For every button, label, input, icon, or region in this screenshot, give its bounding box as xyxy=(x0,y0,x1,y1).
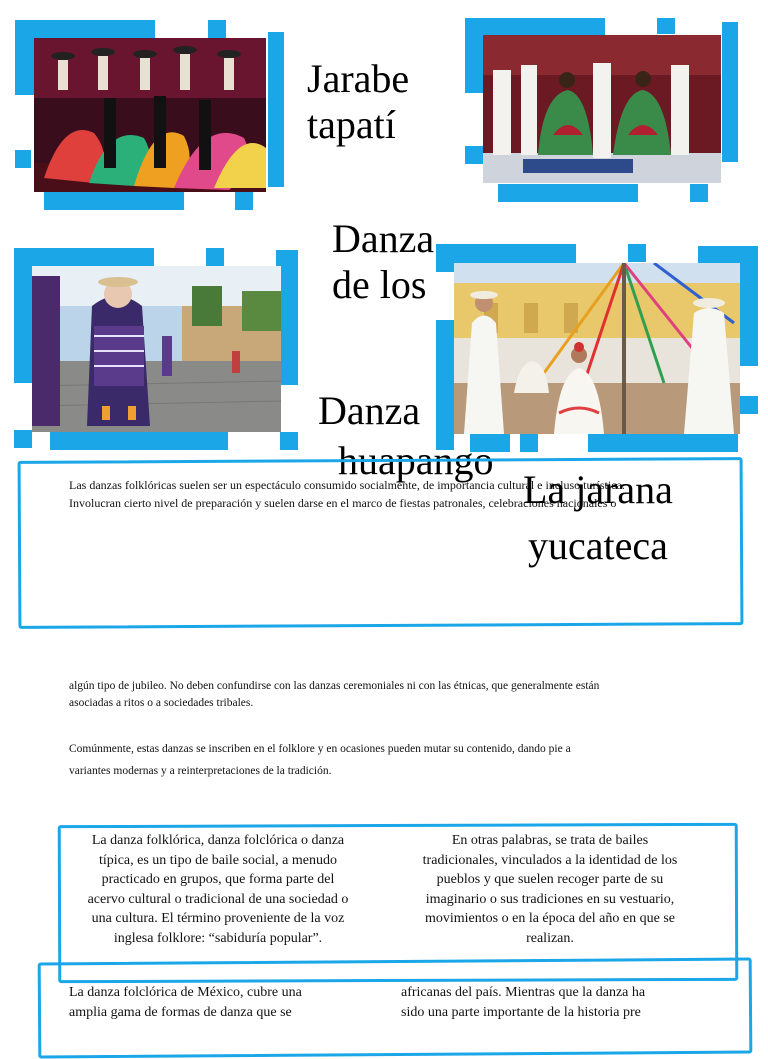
box-right-line: En otras palabras, se trata de bailes xyxy=(451,833,649,848)
box-right-text xyxy=(400,831,700,948)
decor-block xyxy=(722,22,738,162)
decor-block xyxy=(498,184,638,202)
intro-line-2: Involucran cierto nivel de preparación y suelen darse en el marco de fiestas patronales, celebraciones nacionales o xyxy=(69,496,617,510)
title-jarabe xyxy=(307,56,437,148)
bottom-left-text xyxy=(69,983,369,1022)
title-danza-huapango-text: Danza huapango xyxy=(318,388,494,483)
huapango-photo xyxy=(483,35,721,183)
box-left-line: La danza folklórica, danza folclórica o danza xyxy=(91,833,345,848)
decor-block xyxy=(628,244,646,262)
title-jarana-text: La jarana yucateca xyxy=(523,467,673,568)
body-line-4: variantes modernas y a reinterpretaciones de la tradición. xyxy=(69,765,332,777)
bottom-right-line: africanas del país. Mientras que la danza ha xyxy=(401,985,646,1000)
box-right-line: movimientos o en la época del año en que se xyxy=(425,911,675,926)
box-left-line: típica, es un tipo de baile social, a menudo xyxy=(99,852,337,868)
decor-block xyxy=(235,192,253,210)
decor-block xyxy=(44,192,184,210)
decor-block xyxy=(208,20,226,38)
box-right-line: pueblos y que suelen recoger parte de su xyxy=(436,872,664,887)
decor-block xyxy=(268,32,284,187)
jarana-photo xyxy=(454,263,740,434)
box-left-line: acervo cultural o tradicional de una sociedad o xyxy=(87,891,349,907)
decor-block xyxy=(520,434,538,452)
decor-block xyxy=(280,432,298,450)
decor-block xyxy=(657,18,675,34)
title-jarabe-text: Jarabe tapatí xyxy=(307,56,410,147)
viejitos-photo xyxy=(32,266,281,432)
decor-block xyxy=(15,150,31,168)
intro-line-1: Las danzas folklóricas suelen ser un espectáculo consumido socialmente, de importancia cultural e incluso turística. xyxy=(69,478,625,492)
box-right-line: tradicionales, vinculados a la identidad de los xyxy=(422,852,678,868)
decor-block xyxy=(465,146,483,164)
body-line-3: Comúnmente, estas danzas se inscriben en el folklore y en ocasiones pueden mutar su contenido, dando pie a xyxy=(69,743,571,755)
decor-block xyxy=(588,434,738,452)
decor-block xyxy=(690,184,708,202)
box-left-line: inglesa folklore: “sabiduría popular”. xyxy=(113,930,323,946)
jarabe-photo xyxy=(34,38,266,192)
title-danza-los-text: Danza de los xyxy=(332,216,435,307)
decor-block xyxy=(740,396,758,414)
title-danza-los xyxy=(332,216,457,314)
bottom-left-line: La danza folclórica de México, cubre una xyxy=(69,985,302,1000)
decor-block xyxy=(206,248,224,266)
box-left-line: una cultura. El término proveniente de la voz xyxy=(91,911,345,926)
box-right-line: realizan. xyxy=(526,930,574,946)
box-left-text xyxy=(66,831,370,948)
bottom-left-line: amplia gama de formas de danza que se xyxy=(69,1004,292,1020)
title-jarana xyxy=(488,462,708,574)
bottom-right-line: sido una parte importante de la historia pre xyxy=(401,1004,641,1020)
bottom-right-text xyxy=(401,983,701,1022)
decor-block xyxy=(50,432,228,450)
body-line-1: algún tipo de jubileo. No deben confundirse con las danzas ceremoniales ni con las étnicas, que generalmente están xyxy=(69,680,600,692)
decor-block xyxy=(14,430,32,448)
body-line-2: asociadas a ritos o a sociedades tribales. xyxy=(69,697,254,709)
box-right-line: imaginario o sus tradiciones en su vestuario, xyxy=(425,891,675,907)
box-left-line: practicado en grupos, que forma parte del xyxy=(101,872,335,887)
